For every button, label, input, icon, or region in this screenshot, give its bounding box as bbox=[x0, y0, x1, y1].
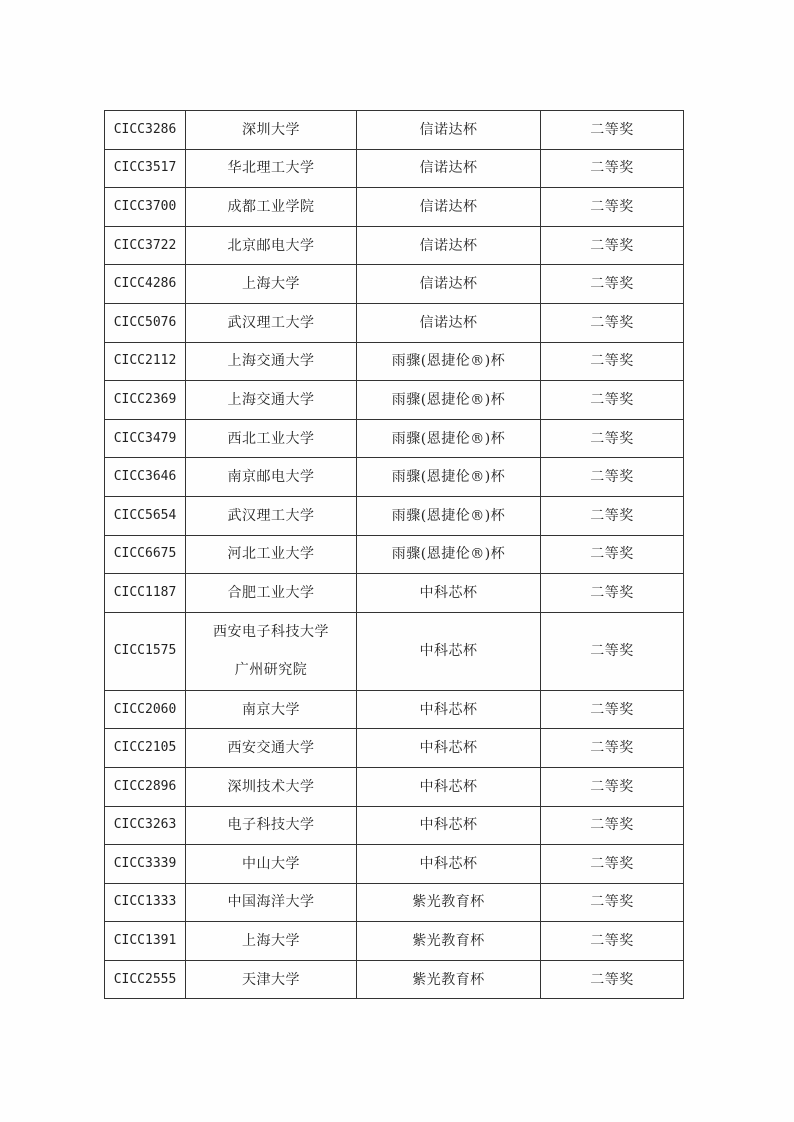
school-cell: 南京大学 bbox=[186, 690, 357, 729]
team-id-cell: CICC5654 bbox=[105, 496, 186, 535]
school-cell: 武汉理工大学 bbox=[186, 496, 357, 535]
award-cell: 二等奖 bbox=[541, 419, 684, 458]
cup-cell: 雨骤(恩捷伦®)杯 bbox=[357, 496, 541, 535]
team-id-cell: CICC1391 bbox=[105, 922, 186, 961]
table-row bbox=[105, 574, 684, 613]
school-cell: 上海交通大学 bbox=[186, 342, 357, 381]
award-cell: 二等奖 bbox=[541, 111, 684, 150]
cup-cell: 信诺达杯 bbox=[357, 149, 541, 188]
cup-cell: 雨骤(恩捷伦®)杯 bbox=[357, 381, 541, 420]
school-cell: 华北理工大学 bbox=[186, 149, 357, 188]
table-row bbox=[105, 690, 684, 729]
table-row bbox=[105, 729, 684, 768]
school-cell: 上海交通大学 bbox=[186, 381, 357, 420]
table-row bbox=[105, 960, 684, 999]
cup-cell: 雨骤(恩捷伦®)杯 bbox=[357, 535, 541, 574]
award-cell: 二等奖 bbox=[541, 883, 684, 922]
table-row bbox=[105, 342, 684, 381]
team-id-cell: CICC1575 bbox=[105, 612, 186, 690]
team-id-cell: CICC3646 bbox=[105, 458, 186, 497]
cup-cell: 紫光教育杯 bbox=[357, 922, 541, 961]
table-row bbox=[105, 149, 684, 188]
table-row bbox=[105, 806, 684, 845]
school-cell: 武汉理工大学 bbox=[186, 303, 357, 342]
cup-cell: 中科芯杯 bbox=[357, 574, 541, 613]
cup-cell: 中科芯杯 bbox=[357, 806, 541, 845]
cup-cell: 中科芯杯 bbox=[357, 690, 541, 729]
award-cell: 二等奖 bbox=[541, 535, 684, 574]
award-cell: 二等奖 bbox=[541, 960, 684, 999]
school-cell: 深圳大学 bbox=[186, 111, 357, 150]
awards-table bbox=[104, 110, 684, 999]
team-id-cell: CICC3263 bbox=[105, 806, 186, 845]
award-cell: 二等奖 bbox=[541, 226, 684, 265]
team-id-cell: CICC5076 bbox=[105, 303, 186, 342]
cup-cell: 雨骤(恩捷伦®)杯 bbox=[357, 458, 541, 497]
award-cell: 二等奖 bbox=[541, 806, 684, 845]
award-cell: 二等奖 bbox=[541, 922, 684, 961]
school-cell bbox=[186, 612, 357, 690]
school-cell: 成都工业学院 bbox=[186, 188, 357, 227]
table-row bbox=[105, 496, 684, 535]
table-row bbox=[105, 303, 684, 342]
school-cell: 中山大学 bbox=[186, 845, 357, 884]
team-id-cell: CICC4286 bbox=[105, 265, 186, 304]
cup-cell: 雨骤(恩捷伦®)杯 bbox=[357, 419, 541, 458]
team-id-cell: CICC2105 bbox=[105, 729, 186, 768]
school-cell: 深圳技术大学 bbox=[186, 767, 357, 806]
table-row bbox=[105, 458, 684, 497]
award-cell: 二等奖 bbox=[541, 342, 684, 381]
cup-cell: 紫光教育杯 bbox=[357, 883, 541, 922]
cup-cell: 信诺达杯 bbox=[357, 303, 541, 342]
award-cell: 二等奖 bbox=[541, 496, 684, 535]
team-id-cell: CICC3700 bbox=[105, 188, 186, 227]
cup-cell: 紫光教育杯 bbox=[357, 960, 541, 999]
team-id-cell: CICC3517 bbox=[105, 149, 186, 188]
team-id-cell: CICC2369 bbox=[105, 381, 186, 420]
table-row bbox=[105, 535, 684, 574]
table-row bbox=[105, 226, 684, 265]
cup-cell: 信诺达杯 bbox=[357, 265, 541, 304]
award-cell: 二等奖 bbox=[541, 574, 684, 613]
school-line-1: 西安电子科技大学 bbox=[213, 624, 329, 641]
table-row bbox=[105, 845, 684, 884]
table-row bbox=[105, 188, 684, 227]
award-cell: 二等奖 bbox=[541, 188, 684, 227]
award-cell: 二等奖 bbox=[541, 767, 684, 806]
team-id-cell: CICC2112 bbox=[105, 342, 186, 381]
award-cell: 二等奖 bbox=[541, 845, 684, 884]
award-cell: 二等奖 bbox=[541, 690, 684, 729]
school-cell: 河北工业大学 bbox=[186, 535, 357, 574]
school-cell: 西安交通大学 bbox=[186, 729, 357, 768]
school-cell: 上海大学 bbox=[186, 922, 357, 961]
school-cell: 南京邮电大学 bbox=[186, 458, 357, 497]
table-row bbox=[105, 111, 684, 150]
table-row bbox=[105, 612, 684, 690]
table-row bbox=[105, 883, 684, 922]
team-id-cell: CICC1187 bbox=[105, 574, 186, 613]
school-cell: 上海大学 bbox=[186, 265, 357, 304]
table-row bbox=[105, 419, 684, 458]
cup-cell: 中科芯杯 bbox=[357, 612, 541, 690]
school-cell: 电子科技大学 bbox=[186, 806, 357, 845]
team-id-cell: CICC3286 bbox=[105, 111, 186, 150]
cup-cell: 中科芯杯 bbox=[357, 767, 541, 806]
team-id-cell: CICC6675 bbox=[105, 535, 186, 574]
cup-cell: 雨骤(恩捷伦®)杯 bbox=[357, 342, 541, 381]
award-cell: 二等奖 bbox=[541, 265, 684, 304]
award-cell: 二等奖 bbox=[541, 381, 684, 420]
cup-cell: 中科芯杯 bbox=[357, 845, 541, 884]
team-id-cell: CICC3339 bbox=[105, 845, 186, 884]
cup-cell: 信诺达杯 bbox=[357, 226, 541, 265]
school-cell: 西北工业大学 bbox=[186, 419, 357, 458]
school-cell: 北京邮电大学 bbox=[186, 226, 357, 265]
cup-cell: 信诺达杯 bbox=[357, 188, 541, 227]
table-row bbox=[105, 767, 684, 806]
team-id-cell: CICC3722 bbox=[105, 226, 186, 265]
award-cell: 二等奖 bbox=[541, 729, 684, 768]
award-cell: 二等奖 bbox=[541, 612, 684, 690]
team-id-cell: CICC1333 bbox=[105, 883, 186, 922]
table-row bbox=[105, 922, 684, 961]
team-id-cell: CICC3479 bbox=[105, 419, 186, 458]
award-cell: 二等奖 bbox=[541, 458, 684, 497]
school-cell: 天津大学 bbox=[186, 960, 357, 999]
team-id-cell: CICC2896 bbox=[105, 767, 186, 806]
team-id-cell: CICC2555 bbox=[105, 960, 186, 999]
school-cell: 中国海洋大学 bbox=[186, 883, 357, 922]
table-row bbox=[105, 381, 684, 420]
award-cell: 二等奖 bbox=[541, 149, 684, 188]
table-row bbox=[105, 265, 684, 304]
school-cell: 合肥工业大学 bbox=[186, 574, 357, 613]
cup-cell: 中科芯杯 bbox=[357, 729, 541, 768]
award-cell: 二等奖 bbox=[541, 303, 684, 342]
team-id-cell: CICC2060 bbox=[105, 690, 186, 729]
school-line-2: 广州研究院 bbox=[234, 662, 308, 679]
cup-cell: 信诺达杯 bbox=[357, 111, 541, 150]
